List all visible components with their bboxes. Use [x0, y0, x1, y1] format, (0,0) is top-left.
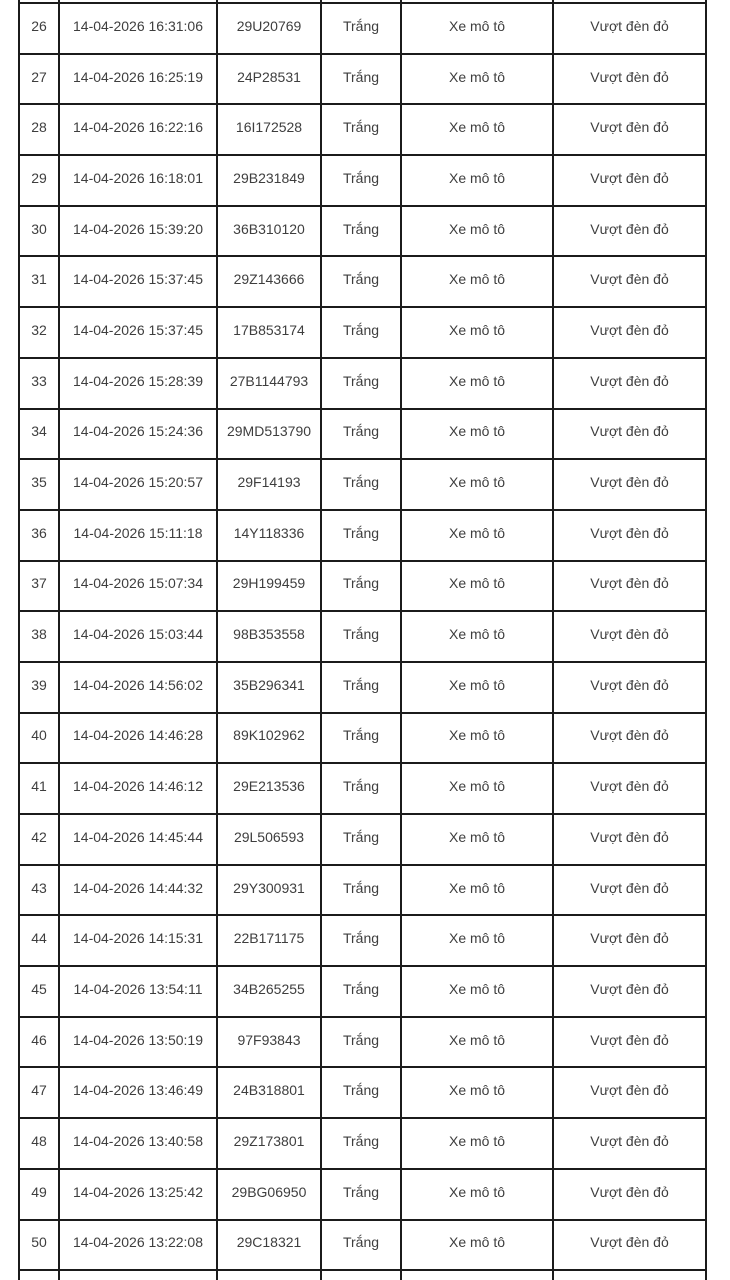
cell-violation-behavior: Vượt đèn đỏ [553, 713, 706, 764]
cell-vehicle-color: Trắng [321, 307, 401, 358]
cell-vehicle-color: Trắng [321, 1118, 401, 1169]
cell-vehicle-color: Trắng [321, 814, 401, 865]
table-row [19, 54, 706, 105]
table-row [19, 409, 706, 460]
cell-vehicle-color: Trắng [321, 1067, 401, 1118]
cell-vehicle-type: Xe mô tô [401, 358, 553, 409]
cell-row-number: 27 [19, 54, 59, 105]
table-row [19, 1169, 706, 1220]
partial-row-bottom [19, 1270, 706, 1280]
cell-vehicle-type: Xe mô tô [401, 915, 553, 966]
cell-row-number: 32 [19, 307, 59, 358]
cell-violation-behavior: Vượt đèn đỏ [553, 1067, 706, 1118]
table-row [19, 3, 706, 54]
cell-license-plate: 22B171175 [217, 915, 321, 966]
cell-vehicle-color: Trắng [321, 358, 401, 409]
cell-license-plate: 29Z173801 [217, 1118, 321, 1169]
cell-license-plate: 97F93843 [217, 1017, 321, 1068]
cell-datetime: 14-04-2026 16:22:16 [59, 104, 217, 155]
cell-violation-behavior: Vượt đèn đỏ [553, 206, 706, 257]
cell-row-number: 48 [19, 1118, 59, 1169]
cell-license-plate: 29Z143666 [217, 256, 321, 307]
cell-datetime: 14-04-2026 16:31:06 [59, 3, 217, 54]
cell-violation-behavior: Vượt đèn đỏ [553, 1169, 706, 1220]
table-row [19, 206, 706, 257]
cell-violation-behavior: Vượt đèn đỏ [553, 966, 706, 1017]
cell-vehicle-type: Xe mô tô [401, 206, 553, 257]
cell-vehicle-color: Trắng [321, 713, 401, 764]
cell-license-plate: 29BG06950 [217, 1169, 321, 1220]
cell-datetime: 14-04-2026 15:11:18 [59, 510, 217, 561]
cell-vehicle-color: Trắng [321, 763, 401, 814]
table-row [19, 966, 706, 1017]
cell-datetime: 14-04-2026 13:25:42 [59, 1169, 217, 1220]
cell-license-plate: 29Y300931 [217, 865, 321, 916]
cell-row-number: 34 [19, 409, 59, 460]
cell-datetime: 14-04-2026 13:46:49 [59, 1067, 217, 1118]
cell-row-number: 40 [19, 713, 59, 764]
cell-datetime: 14-04-2026 14:45:44 [59, 814, 217, 865]
table-row [19, 662, 706, 713]
cell-vehicle-type: Xe mô tô [401, 54, 553, 105]
table-row [19, 611, 706, 662]
cell-license-plate: 24B318801 [217, 1067, 321, 1118]
cell-datetime: 14-04-2026 13:40:58 [59, 1118, 217, 1169]
cell-datetime: 14-04-2026 15:24:36 [59, 409, 217, 460]
table-row [19, 763, 706, 814]
cell-row-number: 35 [19, 459, 59, 510]
cell-vehicle-color: Trắng [321, 409, 401, 460]
cell-violation-behavior: Vượt đèn đỏ [553, 1220, 706, 1271]
cell-license-plate: 29C18321 [217, 1220, 321, 1271]
cell-row-number: 33 [19, 358, 59, 409]
cell-license-plate: 98B353558 [217, 611, 321, 662]
cell-violation-behavior: Vượt đèn đỏ [553, 1118, 706, 1169]
cell-vehicle-type: Xe mô tô [401, 3, 553, 54]
violations-table-body [19, 0, 706, 1280]
cell-row-number: 30 [19, 206, 59, 257]
cell-vehicle-type: Xe mô tô [401, 409, 553, 460]
cell-vehicle-color: Trắng [321, 104, 401, 155]
cell-row-number: 44 [19, 915, 59, 966]
cell-license-plate: 35B296341 [217, 662, 321, 713]
cell-vehicle-color: Trắng [321, 3, 401, 54]
cell-violation-behavior: Vượt đèn đỏ [553, 561, 706, 612]
table-row [19, 307, 706, 358]
cell-row-number: 50 [19, 1220, 59, 1271]
cell-license-plate: 29U20769 [217, 3, 321, 54]
cell-license-plate: 29F14193 [217, 459, 321, 510]
cell-vehicle-type: Xe mô tô [401, 814, 553, 865]
cell-vehicle-color: Trắng [321, 1169, 401, 1220]
cell-violation-behavior: Vượt đèn đỏ [553, 256, 706, 307]
cell-violation-behavior: Vượt đèn đỏ [553, 1017, 706, 1068]
table-row [19, 1017, 706, 1068]
cell-vehicle-color: Trắng [321, 966, 401, 1017]
partial-cell [553, 1270, 706, 1280]
cell-violation-behavior: Vượt đèn đỏ [553, 3, 706, 54]
cell-violation-behavior: Vượt đèn đỏ [553, 409, 706, 460]
cell-datetime: 14-04-2026 13:22:08 [59, 1220, 217, 1271]
cell-license-plate: 27B1144793 [217, 358, 321, 409]
cell-datetime: 14-04-2026 16:25:19 [59, 54, 217, 105]
cell-vehicle-color: Trắng [321, 206, 401, 257]
cell-license-plate: 36B310120 [217, 206, 321, 257]
partial-cell [59, 1270, 217, 1280]
cell-vehicle-type: Xe mô tô [401, 459, 553, 510]
cell-license-plate: 29MD513790 [217, 409, 321, 460]
table-row [19, 1220, 706, 1271]
cell-datetime: 14-04-2026 14:46:12 [59, 763, 217, 814]
cell-vehicle-type: Xe mô tô [401, 1067, 553, 1118]
cell-vehicle-color: Trắng [321, 611, 401, 662]
cell-vehicle-color: Trắng [321, 1017, 401, 1068]
cell-row-number: 38 [19, 611, 59, 662]
cell-row-number: 46 [19, 1017, 59, 1068]
partial-cell [401, 1270, 553, 1280]
cell-datetime: 14-04-2026 14:15:31 [59, 915, 217, 966]
cell-datetime: 14-04-2026 15:37:45 [59, 307, 217, 358]
cell-violation-behavior: Vượt đèn đỏ [553, 358, 706, 409]
table-row [19, 256, 706, 307]
cell-row-number: 31 [19, 256, 59, 307]
cell-violation-behavior: Vượt đèn đỏ [553, 611, 706, 662]
cell-violation-behavior: Vượt đèn đỏ [553, 104, 706, 155]
cell-vehicle-type: Xe mô tô [401, 307, 553, 358]
cell-vehicle-type: Xe mô tô [401, 611, 553, 662]
cell-vehicle-color: Trắng [321, 155, 401, 206]
partial-cell [217, 1270, 321, 1280]
cell-row-number: 49 [19, 1169, 59, 1220]
cell-row-number: 37 [19, 561, 59, 612]
cell-vehicle-color: Trắng [321, 561, 401, 612]
cell-vehicle-type: Xe mô tô [401, 510, 553, 561]
cell-vehicle-type: Xe mô tô [401, 763, 553, 814]
table-row [19, 155, 706, 206]
cell-vehicle-type: Xe mô tô [401, 104, 553, 155]
cell-vehicle-color: Trắng [321, 256, 401, 307]
cell-license-plate: 17B853174 [217, 307, 321, 358]
partial-cell [321, 1270, 401, 1280]
cell-datetime: 14-04-2026 13:54:11 [59, 966, 217, 1017]
cell-vehicle-type: Xe mô tô [401, 155, 553, 206]
cell-vehicle-color: Trắng [321, 662, 401, 713]
table-row [19, 1118, 706, 1169]
table-row [19, 104, 706, 155]
violations-table [18, 0, 707, 1280]
cell-row-number: 29 [19, 155, 59, 206]
cell-datetime: 14-04-2026 14:44:32 [59, 865, 217, 916]
cell-violation-behavior: Vượt đèn đỏ [553, 915, 706, 966]
cell-license-plate: 29L506593 [217, 814, 321, 865]
table-row [19, 1067, 706, 1118]
cell-datetime: 14-04-2026 14:56:02 [59, 662, 217, 713]
cell-datetime: 14-04-2026 15:37:45 [59, 256, 217, 307]
cell-vehicle-type: Xe mô tô [401, 1118, 553, 1169]
cell-vehicle-type: Xe mô tô [401, 1220, 553, 1271]
cell-datetime: 14-04-2026 15:03:44 [59, 611, 217, 662]
cell-datetime: 14-04-2026 13:50:19 [59, 1017, 217, 1068]
cell-vehicle-color: Trắng [321, 54, 401, 105]
cell-row-number: 43 [19, 865, 59, 916]
cell-datetime: 14-04-2026 15:07:34 [59, 561, 217, 612]
table-row [19, 713, 706, 764]
table-row [19, 510, 706, 561]
cell-vehicle-type: Xe mô tô [401, 713, 553, 764]
cell-datetime: 14-04-2026 15:28:39 [59, 358, 217, 409]
cell-vehicle-type: Xe mô tô [401, 1169, 553, 1220]
cell-row-number: 42 [19, 814, 59, 865]
cell-datetime: 14-04-2026 16:18:01 [59, 155, 217, 206]
table-row [19, 814, 706, 865]
cell-vehicle-type: Xe mô tô [401, 966, 553, 1017]
cell-vehicle-color: Trắng [321, 865, 401, 916]
cell-license-plate: 24P28531 [217, 54, 321, 105]
cell-violation-behavior: Vượt đèn đỏ [553, 763, 706, 814]
cell-violation-behavior: Vượt đèn đỏ [553, 865, 706, 916]
cell-datetime: 14-04-2026 15:20:57 [59, 459, 217, 510]
cell-vehicle-color: Trắng [321, 510, 401, 561]
cell-vehicle-color: Trắng [321, 915, 401, 966]
cell-license-plate: 29H199459 [217, 561, 321, 612]
table-row [19, 459, 706, 510]
cell-datetime: 14-04-2026 14:46:28 [59, 713, 217, 764]
cell-violation-behavior: Vượt đèn đỏ [553, 155, 706, 206]
cell-license-plate: 89K102962 [217, 713, 321, 764]
table-row [19, 865, 706, 916]
table-row [19, 915, 706, 966]
cell-row-number: 47 [19, 1067, 59, 1118]
cell-vehicle-type: Xe mô tô [401, 865, 553, 916]
cell-violation-behavior: Vượt đèn đỏ [553, 459, 706, 510]
cell-row-number: 26 [19, 3, 59, 54]
cell-license-plate: 34B265255 [217, 966, 321, 1017]
cell-violation-behavior: Vượt đèn đỏ [553, 814, 706, 865]
cell-license-plate: 14Y118336 [217, 510, 321, 561]
cell-violation-behavior: Vượt đèn đỏ [553, 662, 706, 713]
cell-datetime: 14-04-2026 15:39:20 [59, 206, 217, 257]
cell-row-number: 45 [19, 966, 59, 1017]
cell-vehicle-type: Xe mô tô [401, 256, 553, 307]
cell-license-plate: 29E213536 [217, 763, 321, 814]
cell-vehicle-type: Xe mô tô [401, 662, 553, 713]
cell-row-number: 41 [19, 763, 59, 814]
cell-license-plate: 29B231849 [217, 155, 321, 206]
cell-row-number: 28 [19, 104, 59, 155]
cell-vehicle-type: Xe mô tô [401, 1017, 553, 1068]
cell-vehicle-color: Trắng [321, 459, 401, 510]
cell-row-number: 36 [19, 510, 59, 561]
table-row [19, 358, 706, 409]
cell-vehicle-color: Trắng [321, 1220, 401, 1271]
cell-violation-behavior: Vượt đèn đỏ [553, 510, 706, 561]
cell-row-number: 39 [19, 662, 59, 713]
cell-license-plate: 16I172528 [217, 104, 321, 155]
cell-violation-behavior: Vượt đèn đỏ [553, 54, 706, 105]
cell-vehicle-type: Xe mô tô [401, 561, 553, 612]
cell-violation-behavior: Vượt đèn đỏ [553, 307, 706, 358]
partial-cell [19, 1270, 59, 1280]
table-row [19, 561, 706, 612]
